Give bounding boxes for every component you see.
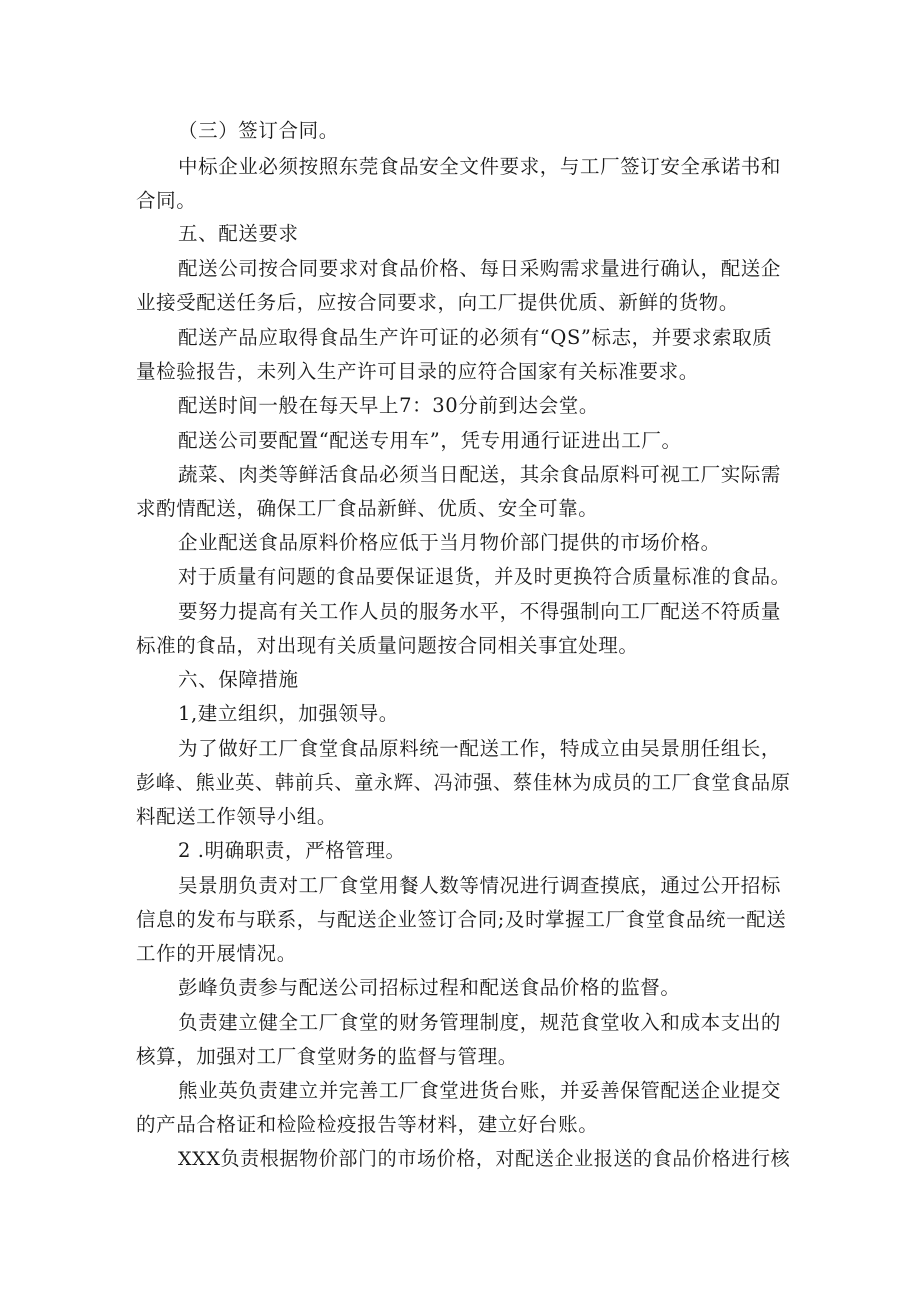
paragraph-line: 量检验报告，未列入生产许可目录的应符合国家有关标准要求。	[136, 360, 699, 383]
paragraph-line: XXX负责根据物价部门的市场价格，对配送企业报送的食品价格进行核	[178, 1148, 791, 1170]
paragraph-line: 彭峰负责参与配送公司招标过程和配送食品价格的监督。	[178, 976, 681, 999]
paragraph-line: 熊业英负责建立并完善工厂食堂进货台账，并妥善保管配送企业提交	[178, 1079, 782, 1102]
paragraph-line: 要努力提高有关工作人员的服务水平，不得强制向工厂配送不符质量	[178, 600, 782, 623]
paragraph-line: 的产品合格证和检险检疫报告等材料，建立好台账。	[136, 1113, 599, 1136]
section-heading-sign-contract: （三）签订合同。	[178, 119, 339, 142]
paragraph-line: 企业配送食品原料价格应低于当月物价部门提供的市场价格。	[178, 531, 721, 554]
paragraph-line: 信息的发布与联系，与配送企业签订合同;及时掌握工厂食堂食品统一配送	[136, 908, 787, 931]
paragraph-line: 配送时间一般在每天早上7：30分前到达会堂。	[178, 394, 599, 417]
paragraph-line: 业接受配送任务后，应按合同要求，向工厂提供优质、新鲜的货物。	[136, 291, 740, 314]
paragraph-line: 中标企业必须按照东莞食品安全文件要求，与工厂签订安全承诺书和	[178, 155, 782, 178]
subheading-organization: 1,建立组织，加强领导。	[178, 702, 399, 725]
paragraph-line: 合同。	[136, 189, 197, 212]
paragraph-line: 吴景朋负责对工厂食堂用餐人数等情况进行调查摸底，通过公开招标	[178, 874, 782, 897]
section-heading-safeguard-measures: 六、保障措施	[178, 668, 299, 691]
paragraph-line: 负责建立健全工厂食堂的财务管理制度，规范食堂收入和成本支出的	[178, 1011, 782, 1034]
paragraph-line: 为了做好工厂食堂食品原料统一配送工作，特成立由吴景朋任组长，	[178, 737, 782, 760]
paragraph-line: 配送公司要配置“配送专用车”，凭专用通行证进出工厂。	[178, 429, 682, 452]
paragraph-line: 标准的食品，对出现有关质量问题按合同相关事宜处理。	[136, 634, 639, 657]
paragraph-line: 求酌情配送，确保工厂食品新鲜、优质、安全可靠。	[136, 497, 599, 520]
subheading-responsibilities: 2 .明确职责，严格管理。	[178, 839, 406, 862]
paragraph-line: 料配送工作领导小组。	[136, 805, 338, 828]
paragraph-line: 配送公司按合同要求对食品价格、每日采购需求量进行确认，配送企	[178, 257, 782, 280]
paragraph-line: 核算，加强对工厂食堂财务的监督与管理。	[136, 1045, 518, 1068]
paragraph-line: 蔬菜、肉类等鲜活食品必须当日配送，其余食品原料可视工厂实际需	[178, 463, 782, 486]
section-heading-delivery-requirements: 五、配送要求	[178, 222, 299, 245]
paragraph-line: 工作的开展情况。	[136, 942, 297, 965]
paragraph-line: 对于质量有问题的食品要保证退货，并及时更换符合质量标准的食品。	[178, 565, 791, 588]
paragraph-line: 彭峰、熊业英、韩前兵、童永辉、冯沛强、蔡佳林为成员的工厂食堂食品原	[136, 771, 791, 794]
paragraph-line: 配送产品应取得食品生产许可证的必须有“QS”标志，并要求索取质	[178, 326, 773, 349]
